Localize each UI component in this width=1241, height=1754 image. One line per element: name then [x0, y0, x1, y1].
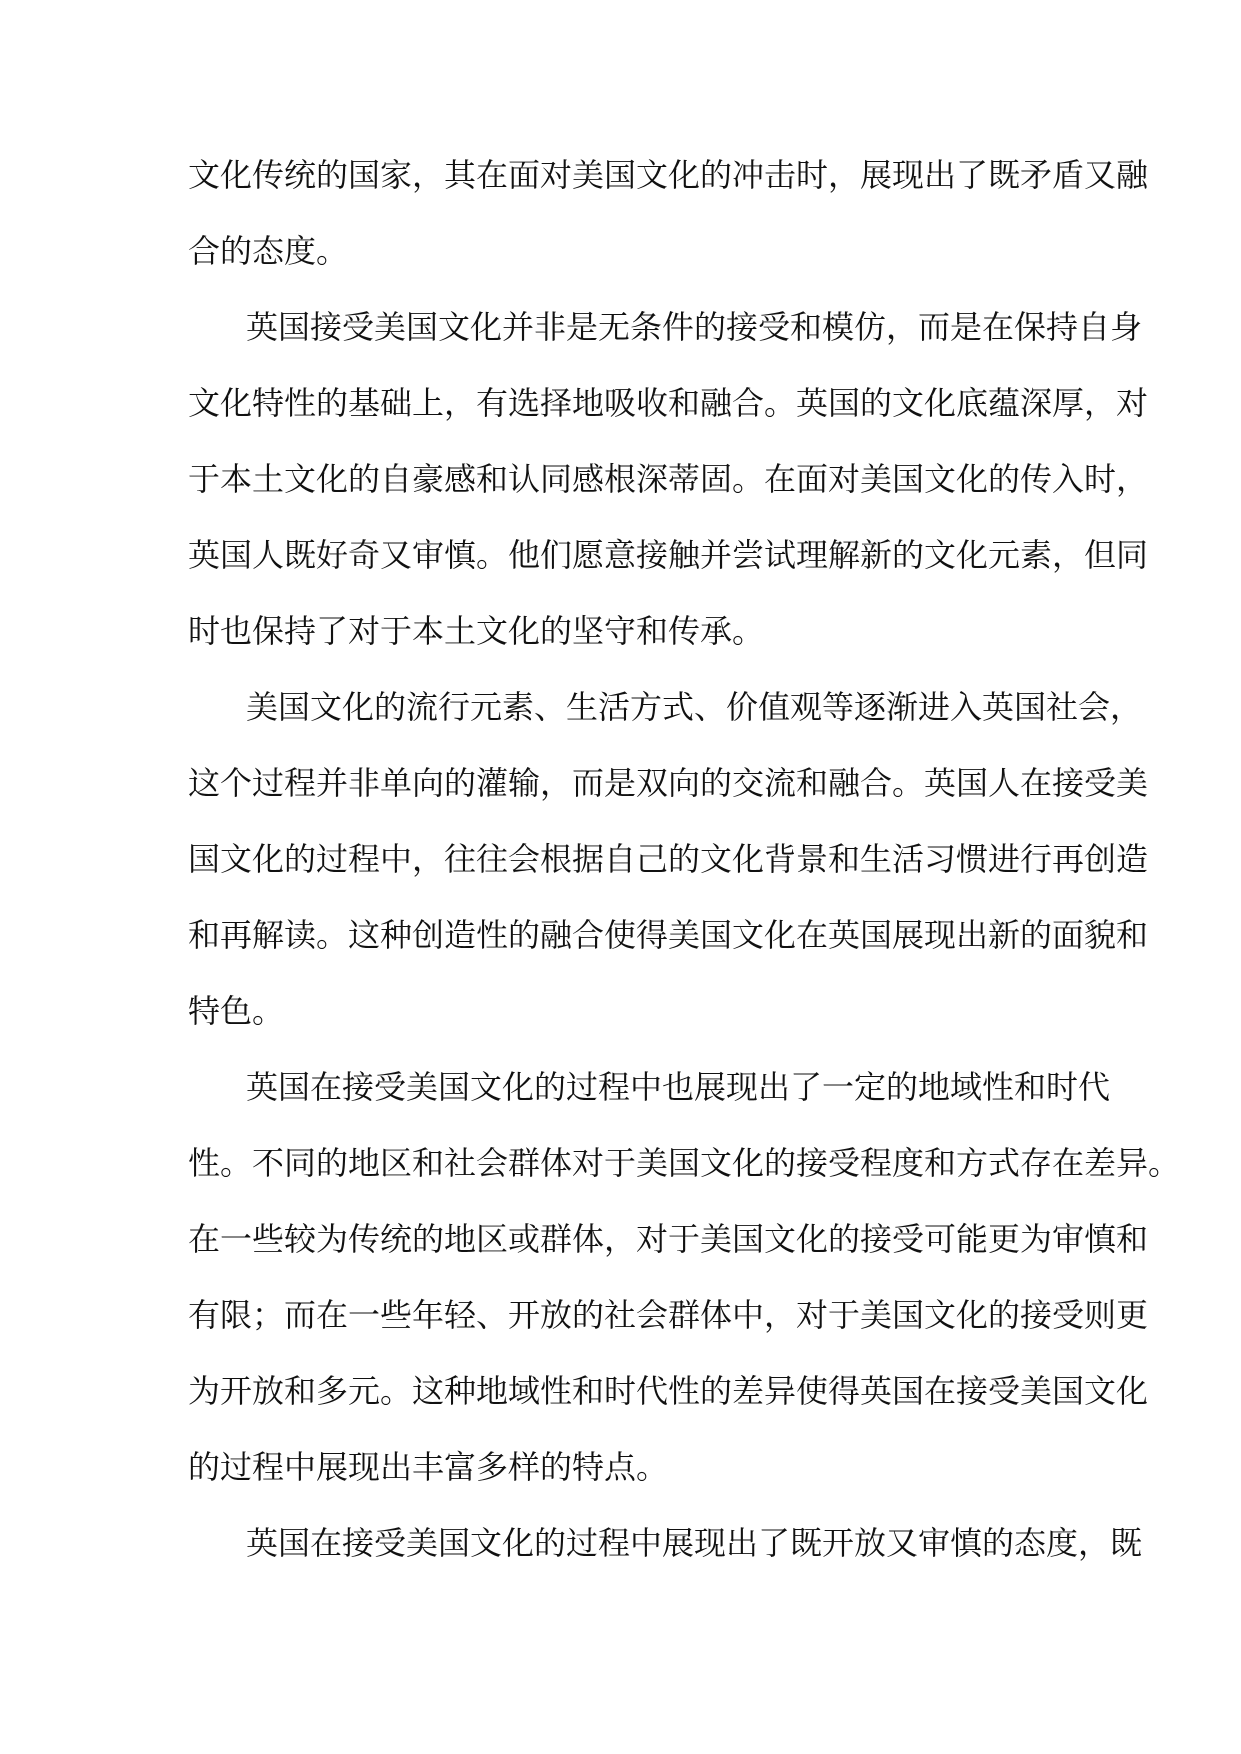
text-line-3: 英国接受美国文化并非是无条件的接受和模仿，而是在保持自身 [246, 308, 1143, 346]
text-line-8: 美国文化的流行元素、生活方式、价值观等逐渐进入英国社会， [246, 688, 1143, 726]
text-line-6: 英国人既好奇又审慎。他们愿意接触并尝试理解新的文化元素，但同 [188, 536, 1149, 574]
text-line-10: 国文化的过程中，往往会根据自己的文化背景和生活习惯进行再创造 [188, 840, 1149, 878]
text-line-11: 和再解读。这种创造性的融合使得美国文化在英国展现出新的面貌和 [188, 916, 1149, 954]
text-line-14: 性。不同的地区和社会群体对于美国文化的接受程度和方式存在差异。 [188, 1144, 1181, 1182]
text-line-19: 英国在接受美国文化的过程中展现出了既开放又审慎的态度，既 [246, 1524, 1143, 1562]
text-line-12: 特色。 [188, 992, 285, 1030]
text-line-9: 这个过程并非单向的灌输，而是双向的交流和融合。英国人在接受美 [188, 764, 1149, 802]
text-line-5: 于本土文化的自豪感和认同感根深蒂固。在面对美国文化的传入时， [188, 460, 1149, 498]
text-line-4: 文化特性的基础上，有选择地吸收和融合。英国的文化底蕴深厚，对 [188, 384, 1149, 422]
text-line-15: 在一些较为传统的地区或群体，对于美国文化的接受可能更为审慎和 [188, 1220, 1149, 1258]
body-text [188, 137, 1181, 1581]
text-line-17: 为开放和多元。这种地域性和时代性的差异使得英国在接受美国文化 [188, 1372, 1149, 1410]
text-line-13: 英国在接受美国文化的过程中也展现出了一定的地域性和时代 [246, 1068, 1111, 1106]
text-line-1: 文化传统的国家，其在面对美国文化的冲击时，展现出了既矛盾又融 [188, 156, 1149, 194]
text-line-7: 时也保持了对于本土文化的坚守和传承。 [188, 612, 765, 650]
text-line-16: 有限；而在一些年轻、开放的社会群体中，对于美国文化的接受则更 [188, 1296, 1149, 1334]
text-line-18: 的过程中展现出丰富多样的特点。 [188, 1448, 669, 1486]
text-line-2: 合的态度。 [188, 232, 349, 270]
